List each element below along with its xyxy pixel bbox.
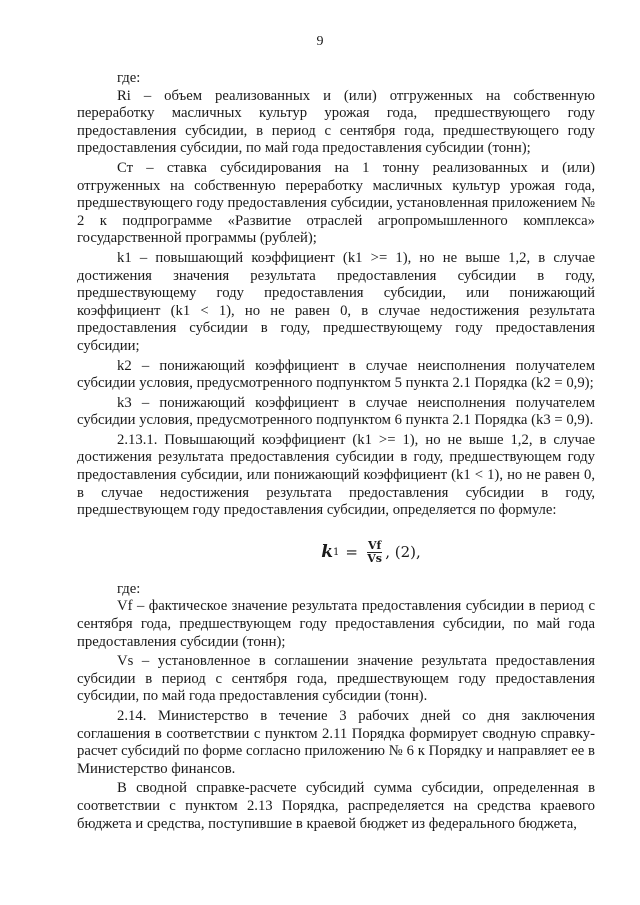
- paragraph-ri-definition: Ri – объем реализованных и (или) отгруженных на собственную переработку масличных культур урожая года, предшествующего году предоставления субсидии, в период с сентября года, предшествующего году предоставления субсидии, по май года предоставления субсидии (тонн);: [77, 87, 595, 157]
- paragraph-k2-definition: k2 – понижающий коэффициент в случае неисполнения получателем субсидии условия, предусмотренного подпунктом 5 пункта 2.1 Порядка (k2 = 0,9);: [77, 357, 595, 392]
- formula-equals: =: [345, 542, 358, 561]
- paragraph-ct-definition: Ст – ставка субсидирования на 1 тонну реализованных и (или) отгруженных на собственную переработку масличных культур урожая года, предшествующего году предоставления субсидии, установленная приложением № 2 к подпрограмме «Развитие отраслей агропромышленного комплекса» государственной программы (рублей);: [77, 159, 595, 247]
- paragraph-vs-definition: Vs – установленное в соглашении значение результата предоставления субсидии в период с сентября года, предшествующем году предоставления субсидии, по май года предоставления субсидии (тонн).: [77, 653, 595, 705]
- paragraph-k1-definition: k1 – повышающий коэффициент (k1 >= 1), но не выше 1,2, в случае достижения значения результата предоставления субсидии в году, предшествующему году предоставления субсидии, или понижающий коэффициент (k1 < 1), но не равен 0, в случае недостижения результата предоставления субсидии в году, предшествующему году предоставления субсидии;: [77, 249, 595, 354]
- formula-denominator: Vs: [367, 551, 382, 565]
- formula-number: , (2),: [385, 542, 421, 561]
- paragraph-2-13-1: 2.13.1. Повышающий коэффициент (k1 >= 1), но не выше 1,2, в случае достижения результата предоставления субсидии в году, предшествующем году предоставления субсидии, или понижающий коэффициент (k1 < 1), но не равен 0, в случае недостижения результата предоставления субсидии в году, предшествующем году предоставления субсидии, определяется по формуле:: [77, 431, 595, 519]
- paragraph-where: где:: [117, 70, 141, 86]
- paragraph-k3-definition: k3 – понижающий коэффициент в случае неисполнения получателем субсидии условия, предусмотренного подпунктом 6 пункта 2.1 Порядка (k3 = 0,9).: [77, 394, 595, 429]
- formula-lhs: k: [321, 541, 333, 562]
- paragraph-2-14: 2.14. Министерство в течение 3 рабочих дней со дня заключения соглашения в соответствии с пунктом 2.11 Порядка формирует сводную справку-расчет субсидий по форме согласно приложению № 6 к Порядку и направляет ее в Министерство финансов.: [77, 708, 595, 777]
- paragraph-where-2: где:: [117, 580, 141, 597]
- formula-k1: [147, 540, 595, 565]
- paragraph-vf-definition: Vf – фактическое значение результата предоставления субсидии в период с сентября года, предшествующем году предоставления субсидии, по май года предоставления субсидии (тонн);: [77, 598, 595, 650]
- page-number: 9: [316, 34, 324, 49]
- formula-lhs-subscript: 1: [332, 546, 340, 558]
- formula-fraction: [367, 540, 382, 565]
- formula-numerator: Vf: [367, 538, 382, 552]
- document-body: [77, 70, 595, 833]
- paragraph-summary-calc: В сводной справке-расчете субсидий сумма субсидии, определенная в соответствии с пунктом 2.13 Порядка, распределяется на средства краевого бюджета и средства, поступившие в краевой бюджет из федерального бюджета,: [77, 780, 595, 832]
